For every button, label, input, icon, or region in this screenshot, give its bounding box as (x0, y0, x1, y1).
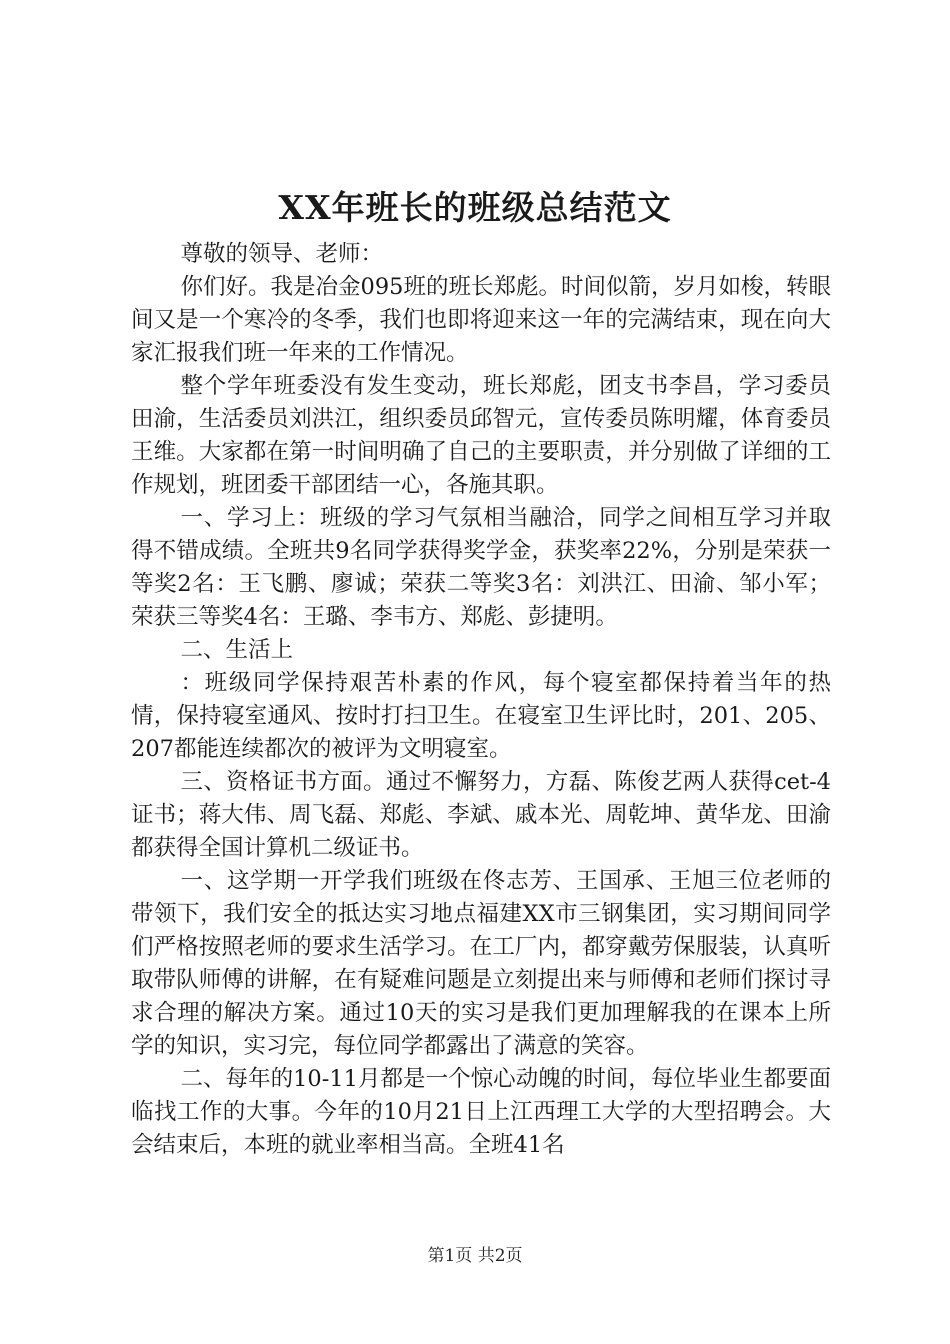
paragraph-study: 一、学习上：班级的学习气氛相当融洽，同学之间相互学习并取得不错成绩。全班共9名同学获得奖学金，获奖率22%，分别是荣获一等奖2名：王飞鹏、廖诚；荣获二等奖3名：刘洪江、田渝、邹小军；荣获三等奖4名：王璐、李韦方、郑彪、彭捷明。 (131, 505, 831, 630)
paragraph-internship: 一、这学期一开学我们班级在佟志芳、王国承、王旭三位老师的带领下，我们安全的抵达实习地点福建XX市三钢集团，实习期间同学们严格按照老师的要求生活学习。在工厂内，都穿戴劳保服装，认真听取带队师傅的讲解，在有疑难问题是立刻提出来与师傅和老师们探讨寻求合理的解决方案。通过10天的实习是我们更加理解我的在课本上所学的知识，实习完，每位同学都露出了满意的笑容。 (131, 868, 831, 1059)
paragraph-greeting: 你们好。我是冶金095班的班长郑彪。时间似箭，岁月如梭，转眼间又是一个寒冷的冬季，我们也即将迎来这一年的完满结束，现在向大家汇报我们班一年来的工作情况。 (131, 274, 831, 366)
paragraph-life: ：班级同学保持艰苦朴素的作风，每个寝室都保持着当年的热情，保持寝室通风、按时打扫卫生。在寝室卫生评比时，201、205、207都能连续都次的被评为文明寝室。 (131, 670, 831, 762)
page-footer: 第1页 共2页 (427, 1246, 523, 1266)
document-title: XX年班长的班级总结范文 (278, 188, 672, 227)
heading-life: 二、生活上 (180, 637, 294, 663)
salutation: 尊敬的领导、老师： (180, 241, 384, 267)
paragraph-certificates: 三、资格证书方面。通过不懈努力，方磊、陈俊艺两人获得cet-4证书；蒋大伟、周飞磊、郑彪、李斌、戚本光、周乾坤、黄华龙、田渝都获得全国计算机二级证书。 (131, 769, 831, 861)
document-body (131, 238, 831, 1162)
paragraph-employment: 二、每年的10-11月都是一个惊心动魄的时间，每位毕业生都要面临找工作的大事。今年的10月21日上江西理工大学的大型招聘会。大会结束后，本班的就业率相当高。全班41名 (131, 1066, 831, 1158)
paragraph-class-committee: 整个学年班委没有发生变动，班长郑彪，团支书李昌，学习委员田渝，生活委员刘洪江，组织委员邱智元，宣传委员陈明耀，体育委员王维。大家都在第一时间明确了自己的主要职责，并分别做了详细的工作规划，班团委干部团结一心，各施其职。 (131, 373, 831, 498)
